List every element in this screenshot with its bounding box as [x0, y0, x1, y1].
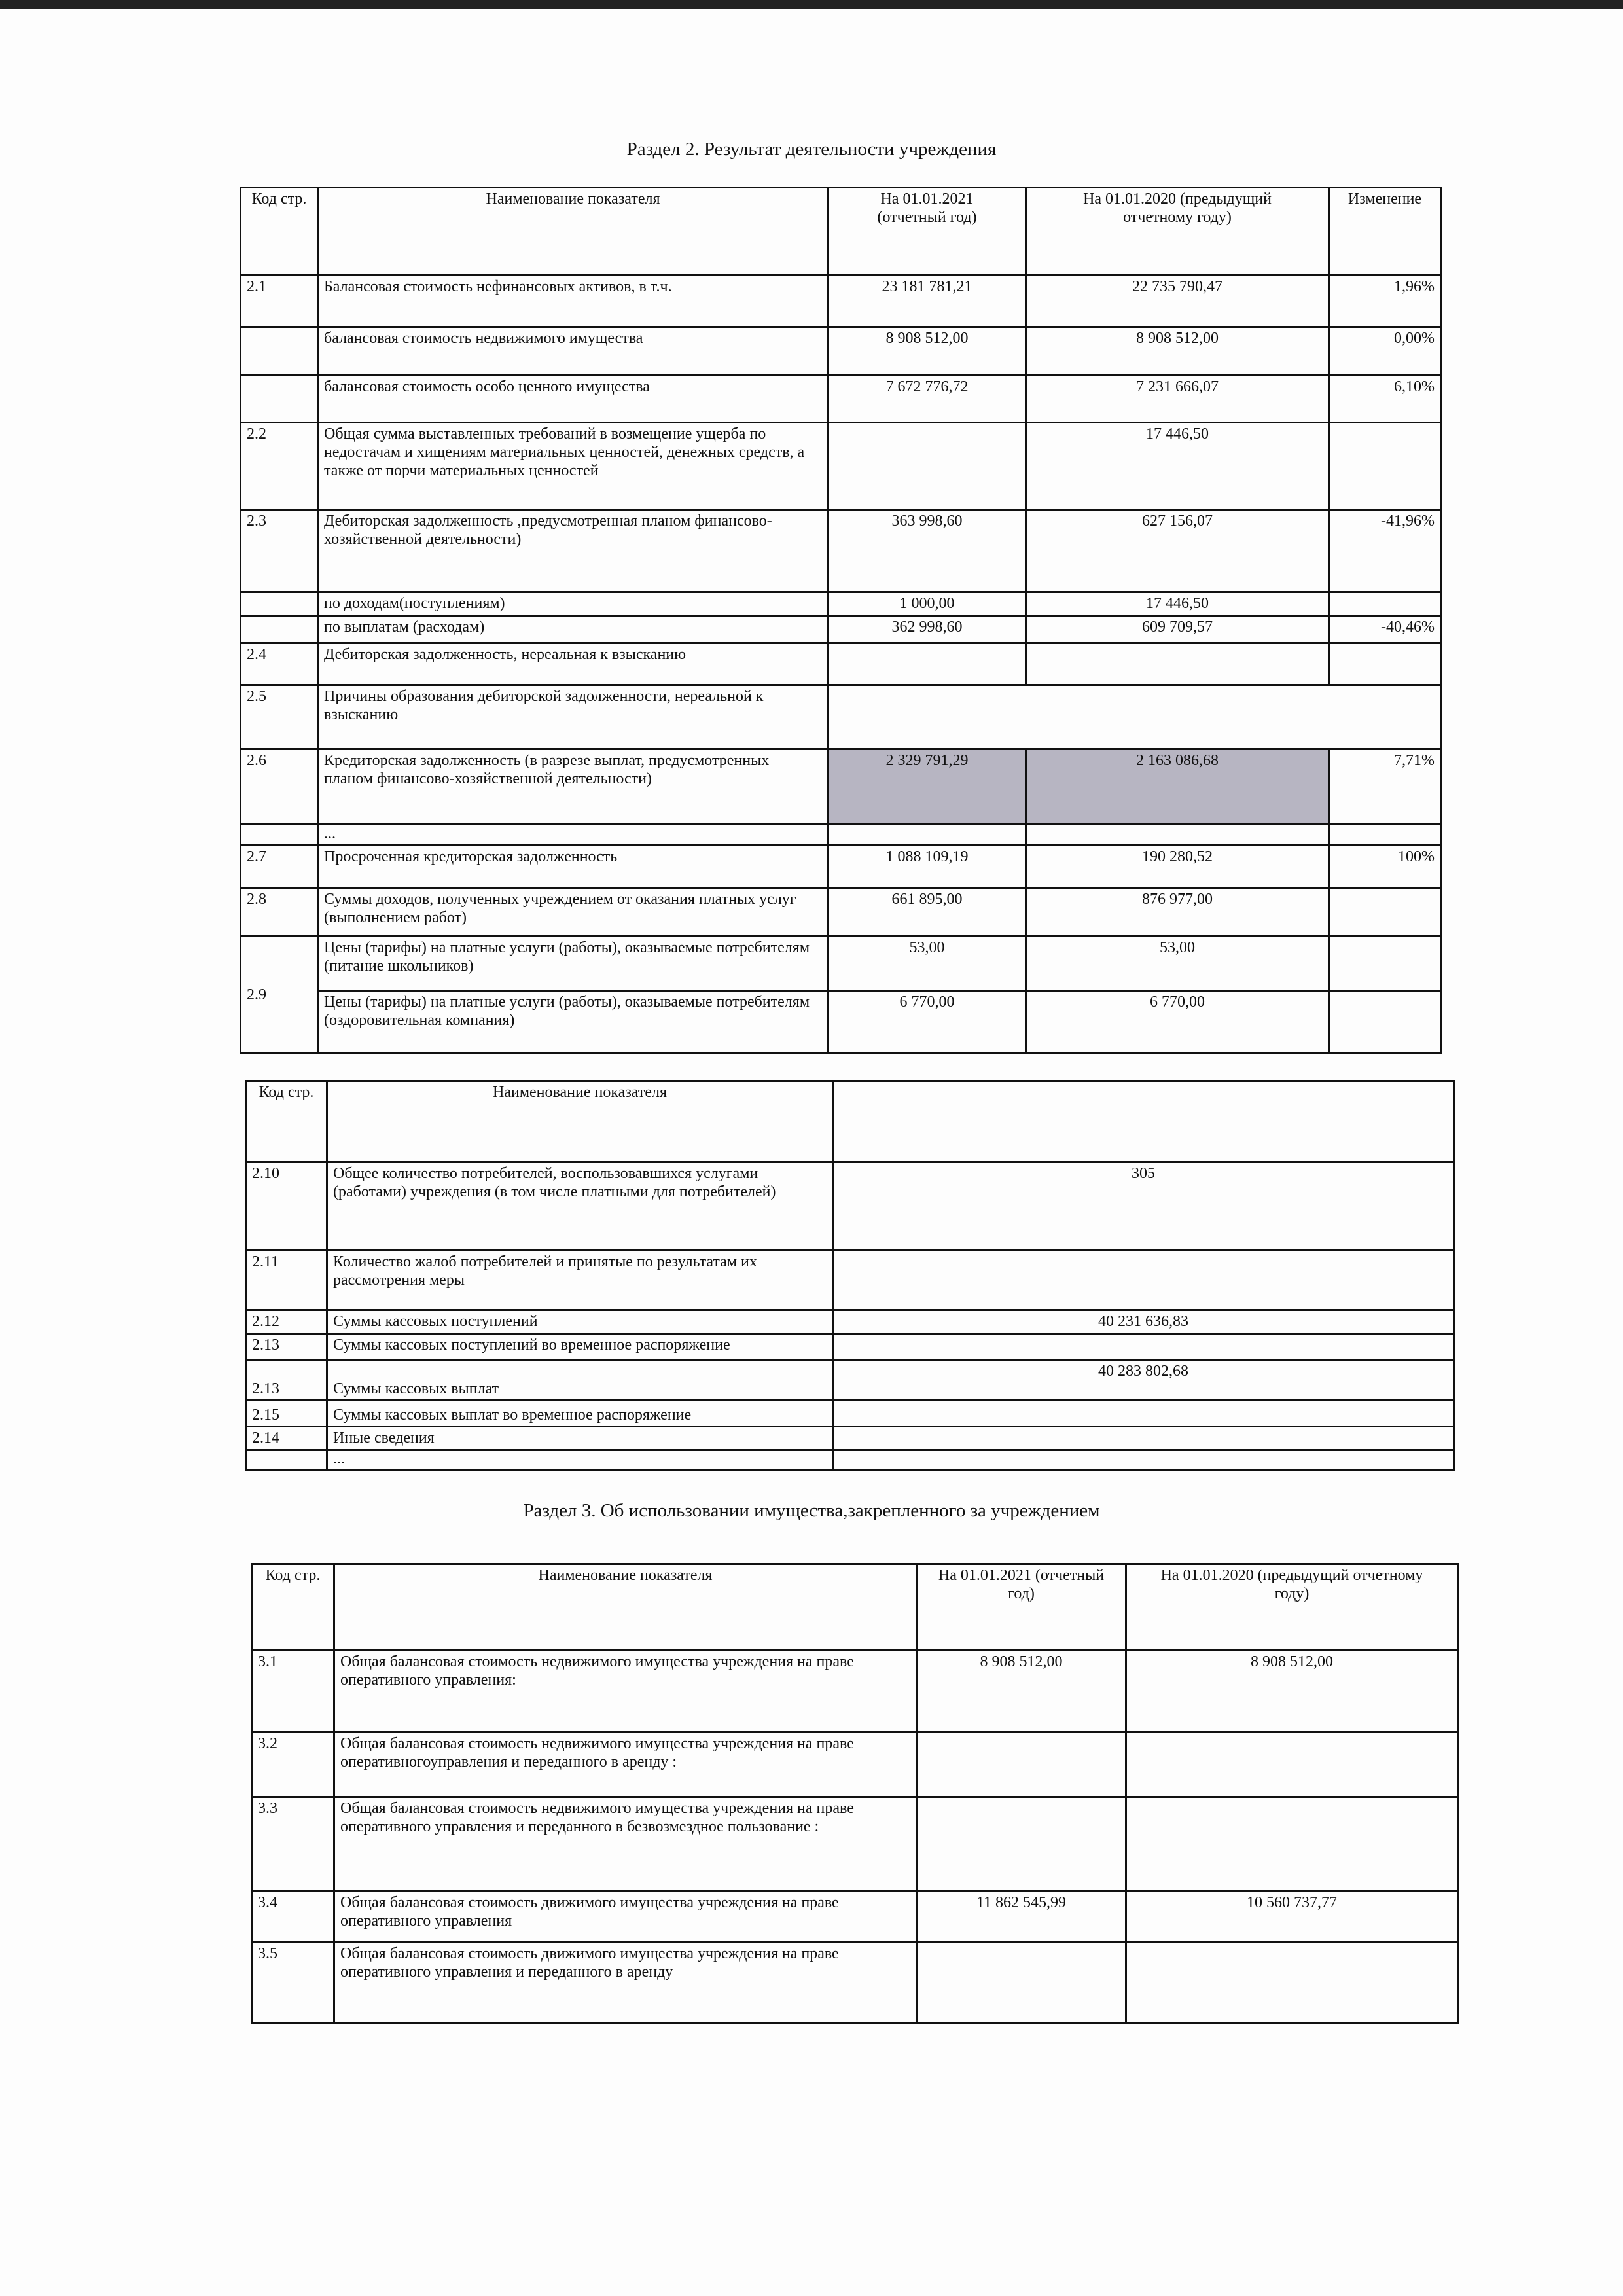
- row-current: 2 329 791,29: [829, 749, 1026, 825]
- row-current: 8 908 512,00: [829, 327, 1026, 376]
- header-code: Код стр.: [241, 188, 318, 276]
- row-value: [833, 1251, 1454, 1310]
- row-name: по доходам(поступлениям): [318, 592, 829, 616]
- table-row: [241, 643, 1441, 685]
- row-code: 3.1: [252, 1651, 334, 1732]
- table-row: [241, 510, 1441, 592]
- row-code: 3.3: [252, 1797, 334, 1892]
- row-change: 6,10%: [1329, 376, 1441, 423]
- row-change: [1329, 937, 1441, 991]
- row-name: Общее количество потребителей, воспользовавшихся услугами (работами) учреждения (в том числе платными для потребителей): [327, 1162, 833, 1251]
- row-code: [241, 327, 318, 376]
- table-row: [241, 616, 1441, 643]
- row-change: -40,46%: [1329, 616, 1441, 643]
- row-previous: 22 735 790,47: [1026, 276, 1329, 327]
- row-name: Балансовая стоимость нефинансовых активов, в т.ч.: [318, 276, 829, 327]
- row-previous: 17 446,50: [1026, 423, 1329, 510]
- table-row: [246, 1251, 1454, 1310]
- row-code: 2.10: [246, 1162, 327, 1251]
- header-current: На 01.01.2021 (отчетный год): [917, 1564, 1126, 1651]
- row-code: 3.5: [252, 1943, 334, 2024]
- row-current: 11 862 545,99: [917, 1892, 1126, 1943]
- row-code: 2.4: [241, 643, 318, 685]
- header-name: Наименование показателя: [327, 1081, 833, 1162]
- row-code: 3.4: [252, 1892, 334, 1943]
- header-code: Код стр.: [246, 1081, 327, 1162]
- row-change: -41,96%: [1329, 510, 1441, 592]
- table-row: [252, 1892, 1458, 1943]
- table-row: [252, 1797, 1458, 1892]
- table-row: [246, 1360, 1454, 1401]
- row-current: 7 672 776,72: [829, 376, 1026, 423]
- row-name: Суммы кассовых поступлений: [327, 1310, 833, 1334]
- table-row: [241, 825, 1441, 846]
- row-current: [829, 825, 1026, 846]
- table-row: [241, 592, 1441, 616]
- row-name: Количество жалоб потребителей и принятые по результатам их рассмотрения меры: [327, 1251, 833, 1310]
- row-change: 1,96%: [1329, 276, 1441, 327]
- row-name: Суммы кассовых выплат во временное распоряжение: [327, 1401, 833, 1427]
- row-change: [1329, 643, 1441, 685]
- row-name: Суммы кассовых выплат: [327, 1360, 833, 1401]
- header-previous: На 01.01.2020 (предыдущий отчетному году): [1026, 188, 1329, 276]
- table-row: [241, 423, 1441, 510]
- row-value: 40 231 636,83: [833, 1310, 1454, 1334]
- row-name: Общая балансовая стоимость недвижимого имущества учреждения на праве оперативного управления:: [334, 1651, 917, 1732]
- row-name: Дебиторская задолженность, нереальная к взысканию: [318, 643, 829, 685]
- row-code: 2.12: [246, 1310, 327, 1334]
- row-name: Общая балансовая стоимость движимого имущества учреждения на праве оперативного управления: [334, 1892, 917, 1943]
- row-name: Суммы доходов, полученных учреждением от оказания платных услуг (выполнением работ): [318, 888, 829, 937]
- section2-title: Раздел 2. Результат деятельности учреждения: [626, 139, 997, 160]
- row-previous: 7 231 666,07: [1026, 376, 1329, 423]
- row-current: [917, 1943, 1126, 2024]
- table-row: [241, 685, 1441, 749]
- row-value: [833, 1427, 1454, 1450]
- row-value: 40 283 802,68: [833, 1360, 1454, 1401]
- row-name: Просроченная кредиторская задолженность: [318, 846, 829, 888]
- row-previous: 609 709,57: [1026, 616, 1329, 643]
- row-previous: [1026, 643, 1329, 685]
- row-name: Общая балансовая стоимость недвижимого имущества учреждения на праве оперативногоуправления и переданного в аренду :: [334, 1732, 917, 1797]
- row-previous: 6 770,00: [1026, 991, 1329, 1054]
- table-row: [252, 1651, 1458, 1732]
- row-code: 2.7: [241, 846, 318, 888]
- section2-results-table: [240, 187, 1442, 1054]
- row-value: 305: [833, 1162, 1454, 1251]
- header-code: Код стр.: [252, 1564, 334, 1651]
- row-name: балансовая стоимость особо ценного имущества: [318, 376, 829, 423]
- row-current: 363 998,60: [829, 510, 1026, 592]
- row-previous: 53,00: [1026, 937, 1329, 991]
- row-name: Общая балансовая стоимость недвижимого имущества учреждения на праве оперативного управления и переданного в безвозмездное пользование :: [334, 1797, 917, 1892]
- row-name: Дебиторская задолженность ,предусмотренная планом финансово-хозяйственной деятельности): [318, 510, 829, 592]
- row-name: по выплатам (расходам): [318, 616, 829, 643]
- row-code: 2.15: [246, 1401, 327, 1427]
- header-name: Наименование показателя: [334, 1564, 917, 1651]
- row-code: 2.6: [241, 749, 318, 825]
- row-code: 2.9: [241, 937, 318, 1054]
- row-code: [241, 616, 318, 643]
- row-previous: [1026, 825, 1329, 846]
- row-change: [1329, 825, 1441, 846]
- row-previous: 2 163 086,68: [1026, 749, 1329, 825]
- row-name: Суммы кассовых поступлений во временное распоряжение: [327, 1334, 833, 1360]
- row-current: 362 998,60: [829, 616, 1026, 643]
- row-code: 2.13: [246, 1334, 327, 1360]
- row-previous: 876 977,00: [1026, 888, 1329, 937]
- table-row: [241, 376, 1441, 423]
- row-name: ...: [327, 1450, 833, 1470]
- row-current: [917, 1732, 1126, 1797]
- row-previous: 8 908 512,00: [1026, 327, 1329, 376]
- header-current: На 01.01.2021 (отчетный год): [829, 188, 1026, 276]
- row-code: [241, 592, 318, 616]
- row-previous: 190 280,52: [1026, 846, 1329, 888]
- table-row: [241, 991, 1441, 1054]
- table-row: [241, 888, 1441, 937]
- table-row: [246, 1450, 1454, 1470]
- table-row: [252, 1732, 1458, 1797]
- table-row: [252, 1943, 1458, 2024]
- row-change: 100%: [1329, 846, 1441, 888]
- row-change: [1329, 423, 1441, 510]
- row-current: [829, 643, 1026, 685]
- header-change: Изменение: [1329, 188, 1441, 276]
- row-name: Кредиторская задолженность (в разрезе выплат, предусмотренных планом финансово-хозяйственной деятельности): [318, 749, 829, 825]
- row-code: 2.2: [241, 423, 318, 510]
- row-current: [829, 423, 1026, 510]
- row-name: Общая сумма выставленных требований в возмещение ущерба по недостачам и хищениям материальных ценностей, денежных средств, а также от порчи материальных ценностей: [318, 423, 829, 510]
- row-value: [833, 1334, 1454, 1360]
- row-name: Иные сведения: [327, 1427, 833, 1450]
- section3-property-table: [251, 1563, 1459, 2024]
- row-code: 3.2: [252, 1732, 334, 1797]
- row-name: балансовая стоимость недвижимого имущества: [318, 327, 829, 376]
- row-code: 2.5: [241, 685, 318, 749]
- header-value: [833, 1081, 1454, 1162]
- scan-top-edge: [0, 0, 1623, 9]
- row-code: [241, 825, 318, 846]
- row-name: ...: [318, 825, 829, 846]
- table-row: [246, 1427, 1454, 1450]
- row-previous: 627 156,07: [1026, 510, 1329, 592]
- row-previous: 17 446,50: [1026, 592, 1329, 616]
- row-previous: [1126, 1943, 1458, 2024]
- row-name: Цены (тарифы) на платные услуги (работы), оказываемые потребителям (питание школьников): [318, 937, 829, 991]
- section3-title: Раздел 3. Об использовании имущества,закрепленного за учреждением: [523, 1500, 1100, 1521]
- table-row: [246, 1401, 1454, 1427]
- row-previous: 8 908 512,00: [1126, 1651, 1458, 1732]
- row-previous: [1126, 1732, 1458, 1797]
- row-current: 8 908 512,00: [917, 1651, 1126, 1732]
- row-code: 2.8: [241, 888, 318, 937]
- table-row: [246, 1334, 1454, 1360]
- row-code: 2.1: [241, 276, 318, 327]
- row-code: 2.11: [246, 1251, 327, 1310]
- row-change: 7,71%: [1329, 749, 1441, 825]
- row-code: [241, 376, 318, 423]
- header-previous: На 01.01.2020 (предыдущий отчетному году): [1126, 1564, 1458, 1651]
- row-name: Причины образования дебиторской задолженности, нереальной к взысканию: [318, 685, 829, 749]
- row-current: 1 088 109,19: [829, 846, 1026, 888]
- row-code: [246, 1450, 327, 1470]
- table-row: [246, 1162, 1454, 1251]
- row-name: Цены (тарифы) на платные услуги (работы), оказываемые потребителям (оздоровительная компания): [318, 991, 829, 1054]
- row-value: [833, 1450, 1454, 1470]
- table-row: [241, 846, 1441, 888]
- row-name: Общая балансовая стоимость движимого имущества учреждения на праве оперативного управления и переданного в аренду: [334, 1943, 917, 2024]
- row-change: [1329, 888, 1441, 937]
- row-current: 6 770,00: [829, 991, 1026, 1054]
- table-row: [241, 937, 1441, 991]
- row-current: 1 000,00: [829, 592, 1026, 616]
- table-row: [241, 749, 1441, 825]
- row-current: [917, 1797, 1126, 1892]
- row-current: 53,00: [829, 937, 1026, 991]
- row-code: 2.3: [241, 510, 318, 592]
- row-value: [829, 685, 1441, 749]
- row-current: 661 895,00: [829, 888, 1026, 937]
- table-row: [241, 327, 1441, 376]
- row-code: 2.14: [246, 1427, 327, 1450]
- row-value: [833, 1401, 1454, 1427]
- section2-consumers-table: [245, 1080, 1455, 1471]
- row-change: [1329, 592, 1441, 616]
- table-row: [241, 276, 1441, 327]
- row-change: 0,00%: [1329, 327, 1441, 376]
- row-code: 2.13: [246, 1360, 327, 1401]
- row-previous: [1126, 1797, 1458, 1892]
- header-name: Наименование показателя: [318, 188, 829, 276]
- row-previous: 10 560 737,77: [1126, 1892, 1458, 1943]
- row-change: [1329, 991, 1441, 1054]
- table-row: [246, 1310, 1454, 1334]
- row-current: 23 181 781,21: [829, 276, 1026, 327]
